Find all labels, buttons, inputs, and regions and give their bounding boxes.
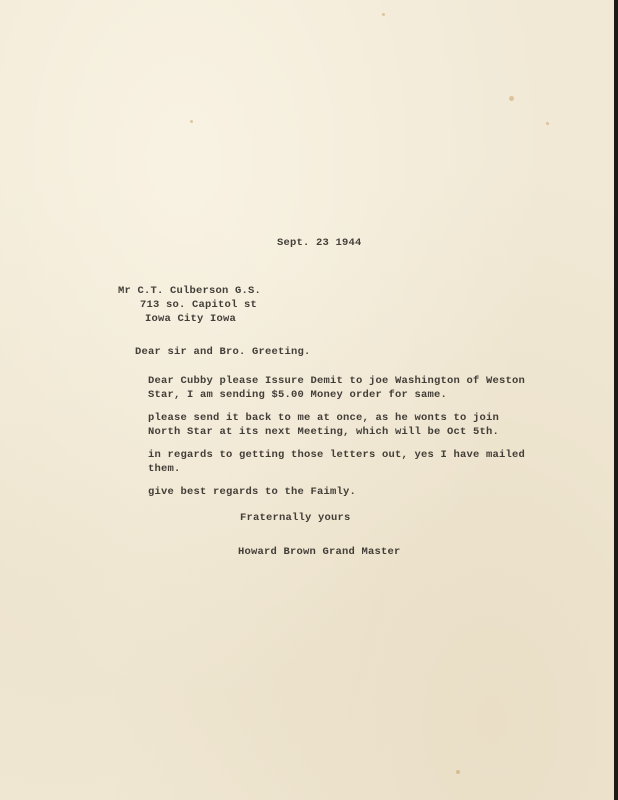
paper-spot: [456, 770, 460, 774]
body-line: please send it back to me at once, as he wonts to join: [148, 412, 500, 424]
body-line: give best regards to the Faimly.: [148, 486, 357, 498]
closing: Fraternally yours: [240, 512, 351, 524]
paper-spot: [190, 120, 193, 123]
recipient-city: Iowa City Iowa: [145, 313, 237, 325]
body-line: them.: [148, 463, 181, 475]
body-line: North Star at its next Meeting, which will be Oct 5th.: [148, 426, 500, 438]
body-line: Dear Cubby please Issure Demit to joe Washington of Weston: [148, 375, 526, 387]
signature: Howard Brown Grand Master: [238, 546, 401, 558]
paper-spot: [546, 122, 549, 125]
paper-spot: [509, 96, 514, 101]
recipient-name: Mr C.T. Culberson G.S.: [118, 285, 262, 297]
letter-date: Sept. 23 1944: [277, 237, 362, 249]
salutation: Dear sir and Bro. Greeting.: [135, 346, 311, 358]
body-line: Star, I am sending $5.00 Money order for same.: [148, 389, 448, 401]
recipient-street: 713 so. Capitol st: [140, 299, 258, 311]
paper-spot: [382, 13, 385, 16]
body-line: in regards to getting those letters out, yes I have mailed: [148, 449, 526, 461]
